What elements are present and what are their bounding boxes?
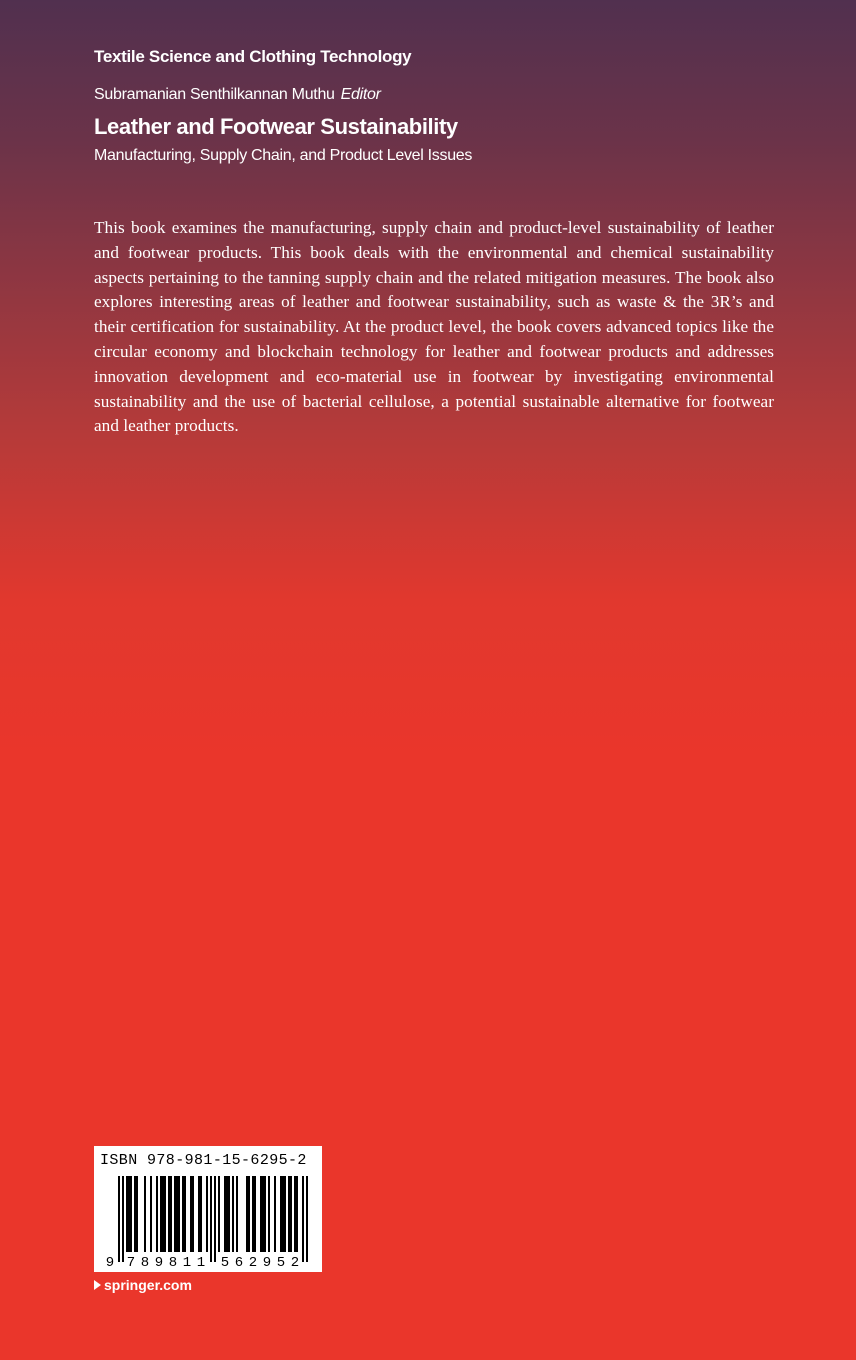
barcode-bar	[226, 1176, 228, 1252]
barcode-bar	[134, 1176, 136, 1252]
barcode-digit: 5	[276, 1255, 286, 1268]
barcode-digit: 2	[248, 1255, 258, 1268]
barcode-bar	[232, 1176, 234, 1252]
barcode-digit: 6	[234, 1255, 244, 1268]
barcode-bar	[168, 1176, 170, 1252]
barcode-bar	[252, 1176, 254, 1252]
springer-link-text: springer.com	[104, 1277, 192, 1293]
barcode-bar	[210, 1176, 212, 1262]
barcode-digits	[106, 1255, 299, 1268]
barcode-bar	[174, 1176, 176, 1252]
barcode-digit: 9	[105, 1255, 115, 1268]
editor-line	[94, 86, 381, 104]
barcode-bar	[162, 1176, 164, 1252]
editor-name: Subramanian Senthilkannan Muthu	[94, 86, 335, 103]
barcode-bar	[206, 1176, 208, 1252]
barcode-digit: 7	[126, 1255, 136, 1268]
barcode-bar	[268, 1176, 270, 1252]
barcode-bar	[306, 1176, 308, 1262]
book-subtitle: Manufacturing, Supply Chain, and Product Level Issues	[94, 147, 473, 164]
barcode-bars	[118, 1176, 308, 1262]
barcode-bar	[246, 1176, 248, 1252]
barcode-bar	[248, 1176, 250, 1252]
barcode-bar	[290, 1176, 292, 1252]
editor-role: Editor	[340, 86, 381, 103]
barcode-bar	[288, 1176, 290, 1252]
barcode-digit: 9	[262, 1255, 272, 1268]
barcode-bar	[228, 1176, 230, 1252]
springer-link[interactable]	[94, 1277, 192, 1293]
barcode-bar	[274, 1176, 276, 1252]
barcode-bar	[178, 1176, 180, 1252]
barcode-digit: 1	[196, 1255, 206, 1268]
series-title: Textile Science and Clothing Technology	[94, 47, 412, 66]
barcode-bar	[118, 1176, 120, 1262]
isbn-barcode	[94, 1146, 322, 1272]
barcode-bar	[150, 1176, 152, 1252]
barcode-bar	[280, 1176, 282, 1252]
barcode-bar	[182, 1176, 184, 1252]
barcode-bar	[284, 1176, 286, 1252]
barcode-bar	[260, 1176, 262, 1252]
barcode-bar	[122, 1176, 124, 1262]
barcode-bar	[176, 1176, 178, 1252]
barcode-bar	[160, 1176, 162, 1252]
triangle-right-icon	[94, 1280, 101, 1290]
barcode-digit: 2	[290, 1255, 300, 1268]
barcode-digit: 8	[168, 1255, 178, 1268]
barcode-bar	[164, 1176, 166, 1252]
barcode-bar	[126, 1176, 128, 1252]
barcode-bar	[262, 1176, 264, 1252]
isbn-number: ISBN 978-981-15-6295-2	[100, 1152, 307, 1169]
barcode-bar	[214, 1176, 216, 1262]
barcode-graphic	[104, 1176, 312, 1268]
barcode-digit: 1	[182, 1255, 192, 1268]
barcode-bar	[144, 1176, 146, 1252]
book-title: Leather and Footwear Sustainability	[94, 114, 458, 139]
barcode-bar	[302, 1176, 304, 1262]
barcode-bar	[198, 1176, 200, 1252]
barcode-bar	[254, 1176, 256, 1252]
barcode-bar	[218, 1176, 220, 1252]
barcode-bar	[136, 1176, 138, 1252]
book-description: This book examines the manufacturing, supply chain and product-level sustainability of leather and footwear products. This book deals with the environmental and chemical sustainability aspects pertaining to the tanning supply chain and the related mitigation measures. The book also explores interesting areas of leather and footwear sustainability, such as waste & the 3R’s and their certification for sustainability. At the product level, the book covers advanced topics like the circular economy and blockchain technology for leather and footwear products and addresses innovation development and eco-material use in footwear by investigating environmental sustainability and the use of bacterial cellulose, a potential sustainable alternative for footwear and leather products.	[94, 218, 774, 436]
barcode-bar	[294, 1176, 296, 1252]
barcode-bar	[130, 1176, 132, 1252]
barcode-bar	[236, 1176, 238, 1252]
barcode-bar	[200, 1176, 202, 1252]
barcode-digit: 8	[140, 1255, 150, 1268]
barcode-bar	[264, 1176, 266, 1252]
barcode-bar	[224, 1176, 226, 1252]
barcode-bar	[156, 1176, 158, 1252]
barcode-bar	[190, 1176, 192, 1252]
barcode-bar	[296, 1176, 298, 1252]
barcode-digit: 5	[220, 1255, 230, 1268]
barcode-bar	[192, 1176, 194, 1252]
barcode-bar	[282, 1176, 284, 1252]
barcode-bar	[184, 1176, 186, 1252]
barcode-bar	[128, 1176, 130, 1252]
barcode-bar	[170, 1176, 172, 1252]
barcode-digit: 9	[154, 1255, 164, 1268]
